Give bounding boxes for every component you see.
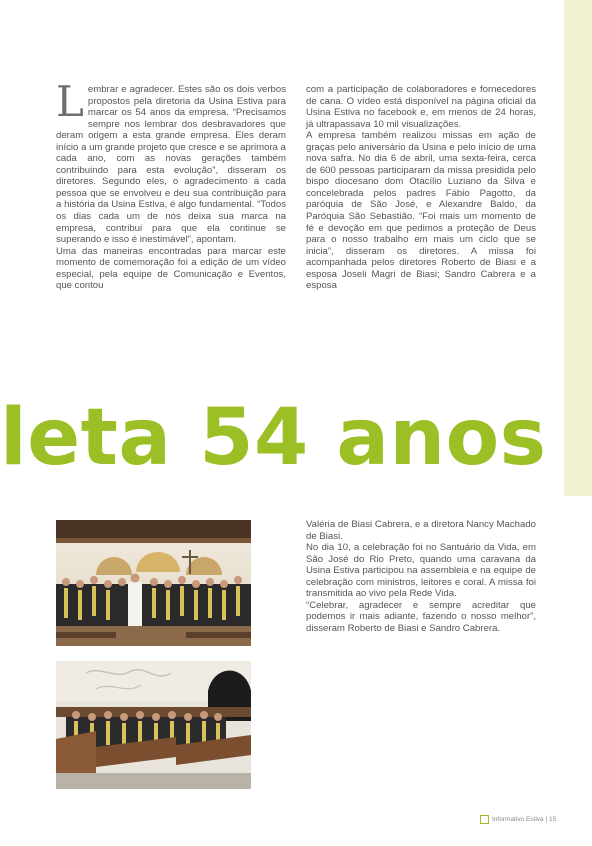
paragraph: A empresa também realizou missas em ação de graças pelo aniversário da Usina e pelo início de uma nova safra. No dia 6 de abril, uma sexta-feira, cerca de 600 pessoas participaram da missa presidida pelo bispo diocesano dom Otacílio Luziano da Silva e concelebrada pelos padres Fábio Pagotto, da paróquia de São José, e Alexandre Baldo, da Paróquia São Sebastião. “Foi mais um momento de fé e devoção em que pedimos a proteção de Deus para o nosso trabalho em mais um ciclo que se inicia”, disseram os diretores. A missa foi acompanhada pelos diretores Roberto de Biasi e a esposa Joseli Magri de Biasi; Sandro Cabrera e a esposa	[306, 130, 536, 292]
paragraph: No dia 10, a celebração foi no Santuário da Vida, em São José do Rio Preto, quando uma caravana da Usina Estiva participou na assembleia e na equipe de celebração com ministros, leitores e coral. A missa foi transmitida ao vivo pela Rede Vida.	[306, 542, 536, 600]
paragraph	[56, 77, 286, 246]
footer-square-icon	[480, 815, 489, 824]
drop-cap: L	[56, 77, 84, 126]
headline: leta 54 anos	[0, 393, 547, 483]
article-column-2	[306, 84, 536, 292]
article-column-3	[306, 519, 536, 634]
paragraph: “Celebrar, agradecer e sempre acreditar que podemos ir mais adiante, fazendo o nosso melhor”, disseram Roberto de Biasi e Sandro Cabrera.	[306, 599, 536, 634]
paragraph-text: embrar e agradecer. Estes são os dois verbos propostos pela diretoria da Usina Estiva para marcar os 54 anos da empresa. “Precisamos sempre nos lembrar dos desbravadores que deram origem a esta grande empresa. Eles deram início a um grande projeto que cresce e se aprimora a cada ano, com as novas gerações também contribuindo para esta evolução”, disseram os diretores. Segundo eles, o agradecimento a cada pessoa que se envolveu e deu sua contribuição para a história da Usina Estiva, é algo fundamental. “Todos os dias cada um de nós deixa sua marca na empresa, contribui para que ela continue se superando e isso é inestimável”, apontam.	[56, 84, 286, 246]
mass-group-photo-altar	[56, 520, 251, 646]
paragraph: Valéria de Biasi Cabrera, e a diretora Nancy Machado de Biasi.	[306, 519, 536, 542]
footer-text: Informativo Estiva | 15	[492, 816, 557, 823]
side-color-band	[564, 0, 592, 496]
article-column-1	[56, 77, 286, 292]
paragraph: Uma das maneiras encontradas para marcar este momento de comemoração foi a edição de um vídeo especial, pela equipe de Comunicação e Eventos, que contou	[56, 245, 286, 292]
paragraph: com a participação de colaboradores e fornecedores de cana. O vídeo está disponível na página oficial da Usina Estiva no facebook e, em menos de 24 horas, já ultrapassava 10 mil visualizações.	[306, 84, 536, 130]
page-footer	[480, 815, 556, 824]
mass-group-photo-pews	[56, 661, 251, 789]
